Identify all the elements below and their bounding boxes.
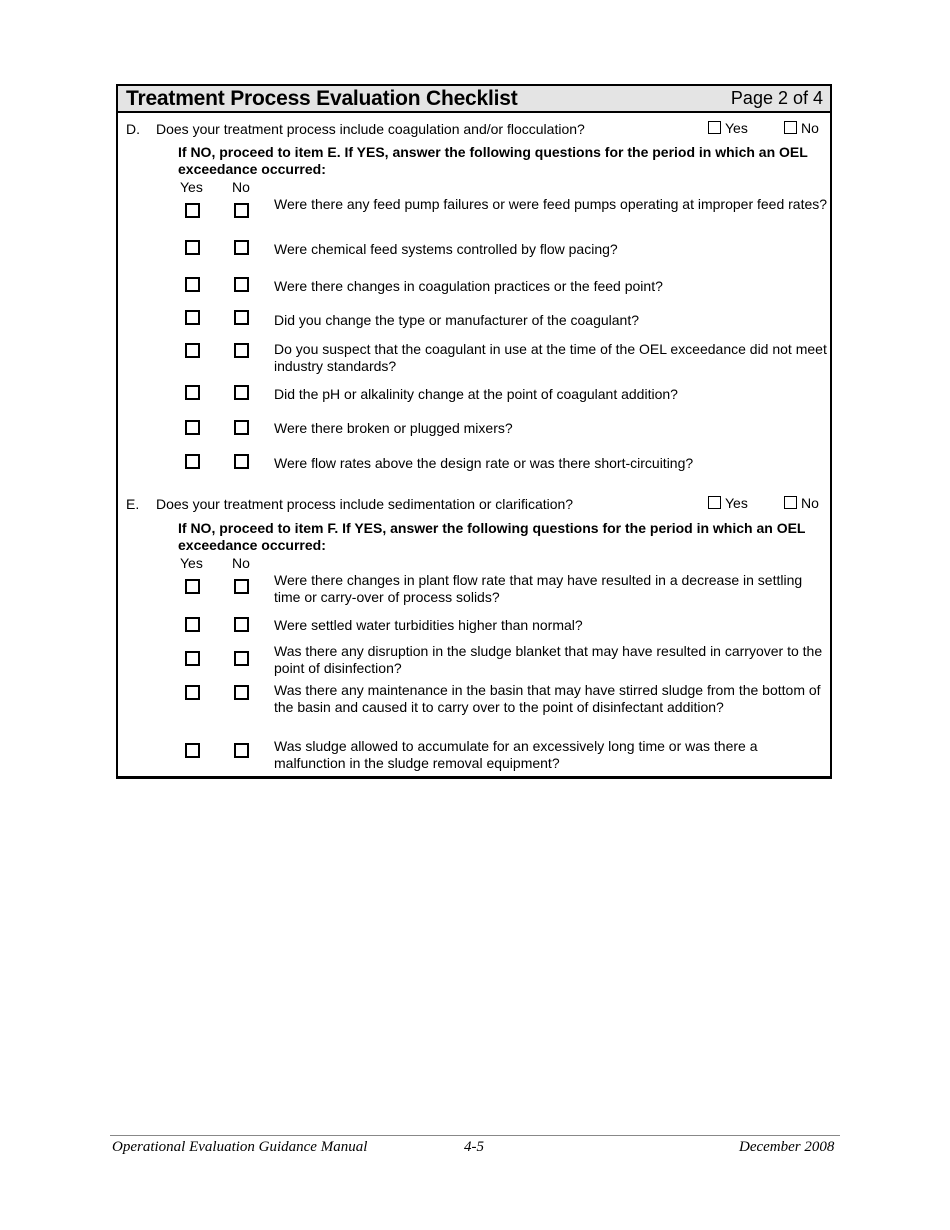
d-item-1-text: Were there any feed pump failures or were feed pumps operating at improper feed rates? <box>274 196 828 212</box>
d-item-8-yes-checkbox[interactable] <box>185 454 200 469</box>
e-item-3-yes-checkbox[interactable] <box>185 651 200 666</box>
d-item-3-no-checkbox[interactable] <box>234 277 249 292</box>
d-item-1-no-checkbox[interactable] <box>234 203 249 218</box>
e-item-1-text: Were there changes in plant flow rate that may have resulted in a decrease in settling time or carry-over of process solids? <box>274 572 803 605</box>
section-d-question: Does your treatment process include coagulation and/or flocculation? <box>156 121 585 137</box>
d-item-5-text: Do you suspect that the coagulant in use at the time of the OEL exceedance did not meet industry standards? <box>274 341 827 374</box>
d-item-4-text: Did you change the type or manufacturer of the coagulant? <box>274 312 640 328</box>
d-item-8-text: Were flow rates above the design rate or was there short-circuiting? <box>274 455 694 471</box>
e-item-2-yes-checkbox[interactable] <box>185 617 200 632</box>
section-e-yes-label: Yes <box>725 495 748 511</box>
section-d-yes-label: Yes <box>725 120 748 136</box>
e-item-4-no-checkbox[interactable] <box>234 685 249 700</box>
footer-date: December 2008 <box>739 1139 835 1155</box>
section-e-letter: E. <box>126 496 140 512</box>
d-item-6-text: Did the pH or alkalinity change at the point of coagulant addition? <box>274 386 678 402</box>
section-d-letter: D. <box>126 121 140 137</box>
e-item-4-yes-checkbox[interactable] <box>185 685 200 700</box>
e-item-5-text: Was sludge allowed to accumulate for an excessively long time or was there a malfunction in the sludge removal equipment? <box>274 738 758 771</box>
footer-page-number: 4-5 <box>464 1139 484 1155</box>
section-e-yes-checkbox[interactable] <box>708 496 721 509</box>
section-e-no-label: No <box>801 495 819 511</box>
d-item-4-yes-checkbox[interactable] <box>185 310 200 325</box>
section-e-instruction: If NO, proceed to item F. If YES, answer the following questions for the period in which an OEL exceedance occurred: <box>178 520 806 553</box>
e-item-5-no-checkbox[interactable] <box>234 743 249 758</box>
e-item-2-text: Were settled water turbidities higher than normal? <box>274 617 583 633</box>
e-item-5-yes-checkbox[interactable] <box>185 743 200 758</box>
e-item-4-text: Was there any maintenance in the basin that may have stirred sludge from the bottom of the basin and caused it to carry over to the point of disinfectant addition? <box>274 682 821 715</box>
section-d-col-no: No <box>232 179 250 195</box>
e-item-2-no-checkbox[interactable] <box>234 617 249 632</box>
checklist-form <box>116 84 832 779</box>
section-e-col-yes: Yes <box>180 555 203 571</box>
d-item-8-no-checkbox[interactable] <box>234 454 249 469</box>
page-indicator: Page 2 of 4 <box>730 88 823 108</box>
d-item-5-no-checkbox[interactable] <box>234 343 249 358</box>
e-item-1-no-checkbox[interactable] <box>234 579 249 594</box>
d-item-7-yes-checkbox[interactable] <box>185 420 200 435</box>
section-d-no-checkbox[interactable] <box>784 121 797 134</box>
e-item-3-text: Was there any disruption in the sludge blanket that may have resulted in carryover to the point of disinfection? <box>274 643 823 676</box>
section-d-yes-checkbox[interactable] <box>708 121 721 134</box>
section-e-col-no: No <box>232 555 250 571</box>
section-d-no-label: No <box>801 120 819 136</box>
section-d-instruction: If NO, proceed to item E. If YES, answer the following questions for the period in which an OEL exceedance occurred: <box>178 144 808 177</box>
footer-manual-title: Operational Evaluation Guidance Manual <box>112 1139 368 1155</box>
section-e-question: Does your treatment process include sedimentation or clarification? <box>156 496 574 512</box>
d-item-2-no-checkbox[interactable] <box>234 240 249 255</box>
d-item-7-text: Were there broken or plugged mixers? <box>274 420 513 436</box>
d-item-2-yes-checkbox[interactable] <box>185 240 200 255</box>
page-title: Treatment Process Evaluation Checklist <box>126 87 518 110</box>
checklist-header <box>118 86 830 113</box>
e-item-1-yes-checkbox[interactable] <box>185 579 200 594</box>
d-item-6-yes-checkbox[interactable] <box>185 385 200 400</box>
d-item-1-yes-checkbox[interactable] <box>185 203 200 218</box>
d-item-4-no-checkbox[interactable] <box>234 310 249 325</box>
d-item-3-text: Were there changes in coagulation practices or the feed point? <box>274 278 663 294</box>
section-e-no-checkbox[interactable] <box>784 496 797 509</box>
footer-divider <box>110 1135 840 1136</box>
d-item-5-yes-checkbox[interactable] <box>185 343 200 358</box>
d-item-7-no-checkbox[interactable] <box>234 420 249 435</box>
d-item-2-text: Were chemical feed systems controlled by flow pacing? <box>274 241 618 257</box>
d-item-3-yes-checkbox[interactable] <box>185 277 200 292</box>
d-item-6-no-checkbox[interactable] <box>234 385 249 400</box>
section-d-col-yes: Yes <box>180 179 203 195</box>
e-item-3-no-checkbox[interactable] <box>234 651 249 666</box>
